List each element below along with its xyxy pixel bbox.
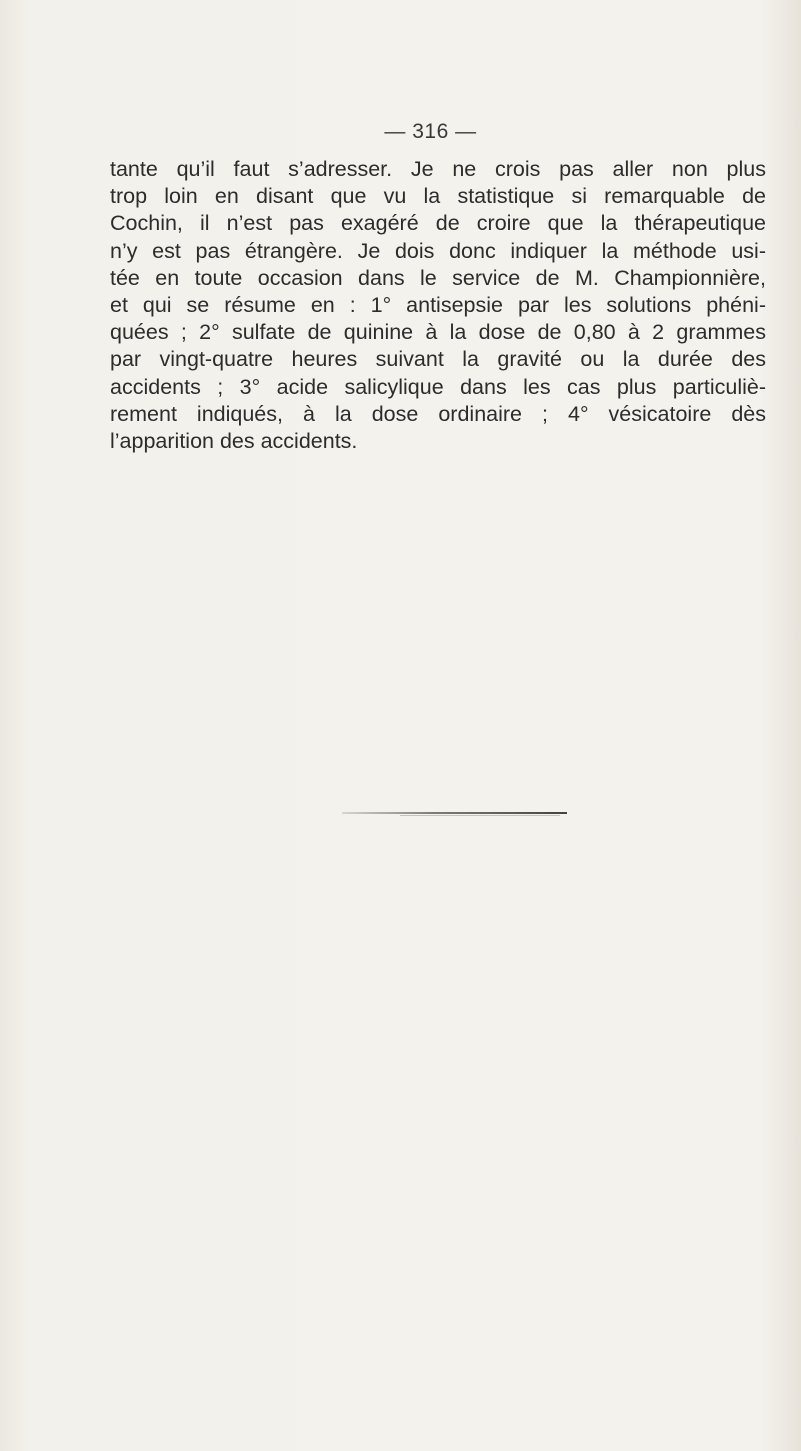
text-line: par vingt-quatre heures suivant la gravité ou la durée des — [110, 347, 766, 372]
text-line: trop loin en disant que vu la statistique si remarquable de — [110, 184, 766, 209]
text-line: quées ; 2° sulfate de quinine à la dose de 0,80 à 2 grammes — [110, 320, 766, 345]
text-line: et qui se résume en : 1° antisepsie par les solutions phéni- — [110, 293, 766, 318]
text-line: tante qu’il faut s’adresser. Je ne crois pas aller non plus — [110, 157, 766, 181]
section-rule-shadow — [400, 815, 560, 816]
text-line: tée en toute occasion dans le service de M. Championnière, — [110, 265, 766, 290]
text-line: Cochin, il n’est pas exagéré de croire que la thérapeutique — [110, 211, 766, 236]
section-rule — [342, 812, 567, 814]
text-line: rement indiqués, à la dose ordinaire ; 4° vésicatoire dès — [110, 401, 766, 426]
text-line: n’y est pas étrangère. Je dois donc indiquer la méthode usi- — [110, 238, 766, 263]
text-line: accidents ; 3° acide salicylique dans les cas plus particuliè- — [110, 374, 766, 399]
body-paragraph — [110, 156, 766, 455]
page-number: — 316 — — [384, 120, 477, 143]
text-line: l’apparition des accidents. — [110, 429, 358, 454]
